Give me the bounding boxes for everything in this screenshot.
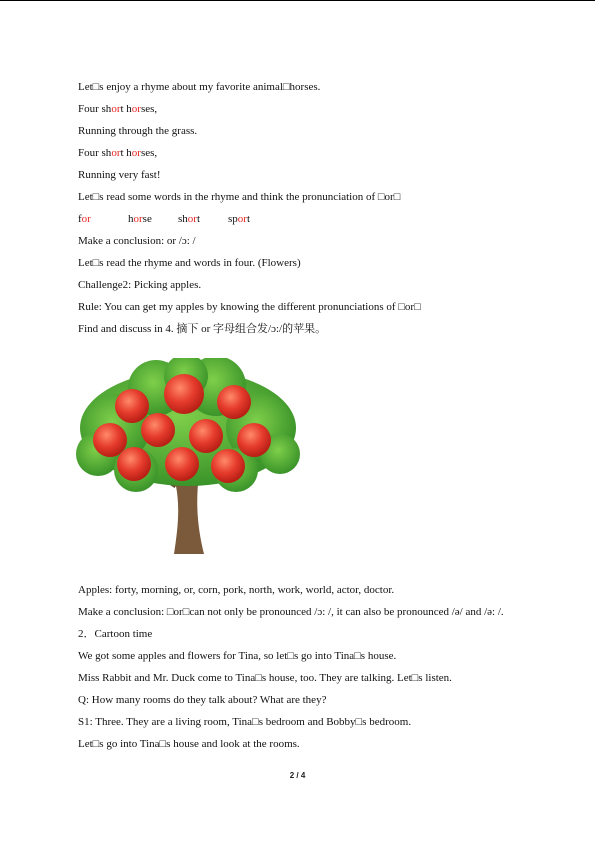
cartoon-line-1: We got some apples and flowers for Tina, so let□s go into Tina□s house. xyxy=(78,650,397,662)
apple-tree-icon xyxy=(76,358,300,554)
read-in-four-line: Let□s read the rhyme and words in four. (Flowers) xyxy=(78,257,301,269)
challenge-line: Challenge2: Picking apples. xyxy=(78,279,202,291)
instruction-line: Let□s read some words in the rhyme and think the pronunciation of □or□ xyxy=(78,191,401,203)
rhyme-line-4: Running very fast! xyxy=(78,169,161,181)
page-number: 2 / 4 xyxy=(289,771,306,780)
rhyme-line-3: Four short horses, xyxy=(78,147,158,159)
or-words-row xyxy=(78,211,558,233)
apples-line: Apples: forty, morning, or, corn, pork, north, work, world, actor, doctor. xyxy=(78,584,395,596)
section-rhyme xyxy=(78,79,558,343)
word-item: horse xyxy=(128,213,152,225)
word-item: sport xyxy=(228,213,251,225)
rhyme-line-2: Running through the grass. xyxy=(78,125,198,137)
cartoon-question: Q: How many rooms do they talk about? What are they? xyxy=(78,694,327,706)
top-rule xyxy=(0,0,595,1)
word-item: short xyxy=(178,213,201,225)
rhyme-line-1: Four short horses, xyxy=(78,103,158,115)
rule-line: Rule: You can get my apples by knowing the different pronunciations of □or□ xyxy=(78,301,421,313)
word-item: for xyxy=(78,213,91,225)
cartoon-line-2: Miss Rabbit and Mr. Duck come to Tina□s house, too. They are talking. Let□s listen. xyxy=(78,672,452,684)
cartoon-answer: S1: Three. They are a living room, Tina□s bedroom and Bobby□s bedroom. xyxy=(78,716,412,728)
conclusion-line: Make a conclusion: or /ɔ: / xyxy=(78,235,196,247)
find-line: Find and discuss in 4. 摘下 or 字母组合发/ɔ:/的苹果。 xyxy=(78,323,327,335)
cartoon-heading: 2．Cartoon time xyxy=(78,628,153,640)
cartoon-line-3: Let□s go into Tina□s house and look at the rooms. xyxy=(78,738,300,750)
apple-tree-illustration xyxy=(76,358,300,554)
section-apples-cartoon xyxy=(78,582,578,758)
intro-line: Let□s enjoy a rhyme about my favorite animal□horses. xyxy=(78,81,321,93)
conclusion2-line: Make a conclusion: □or□can not only be pronounced /ɔ: /, it can also be pronounced /ə/ and /ə: /. xyxy=(78,606,504,618)
